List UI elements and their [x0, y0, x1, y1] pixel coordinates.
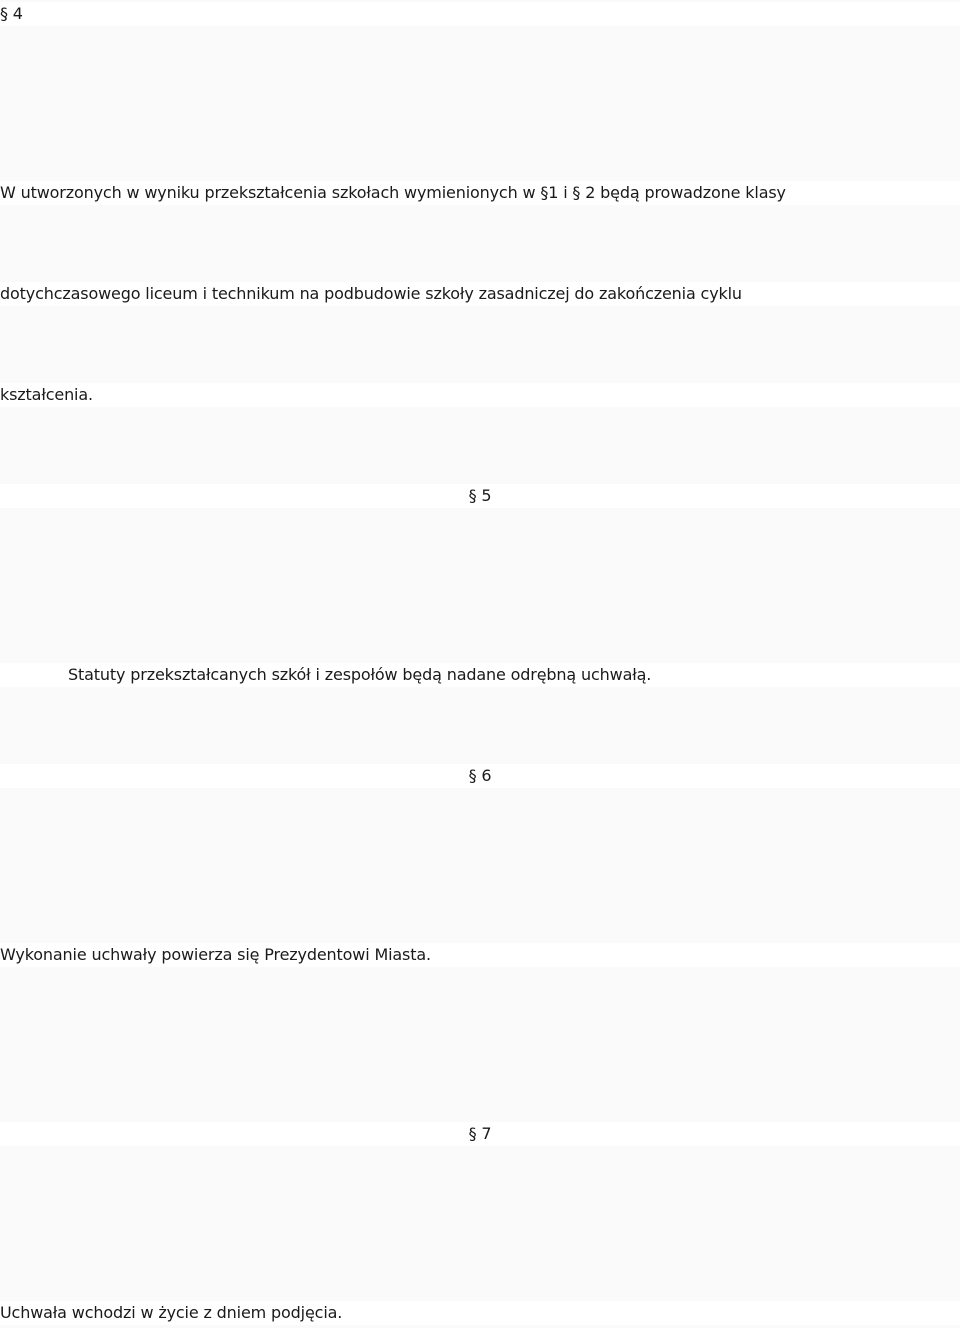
section-4-heading: § 4: [0, 4, 23, 23]
line-strip: [0, 2, 960, 26]
section-5-heading: § 5: [468, 486, 492, 505]
section-6-heading: § 6: [468, 766, 492, 785]
section-4-line-2: dotychczasowego liceum i technikum na podbudowie szkoły zasadniczej do zakończenia cyklu: [0, 284, 742, 303]
section-5-text: Statuty przekształcanych szkół i zespołów będą nadane odrębną uchwałą.: [68, 665, 652, 684]
section-6-text: Wykonanie uchwały powierza się Prezydentowi Miasta.: [0, 945, 431, 964]
section-7-text: Uchwała wchodzi w życie z dniem podjęcia.: [0, 1303, 343, 1322]
section-7-heading: § 7: [468, 1124, 492, 1143]
line-strip: [0, 383, 960, 407]
section-4-line-1: W utworzonych w wyniku przekształcenia szkołach wymienionych w §1 i § 2 będą prowadzone klasy: [0, 183, 786, 202]
section-4-line-3: kształcenia.: [0, 385, 93, 404]
